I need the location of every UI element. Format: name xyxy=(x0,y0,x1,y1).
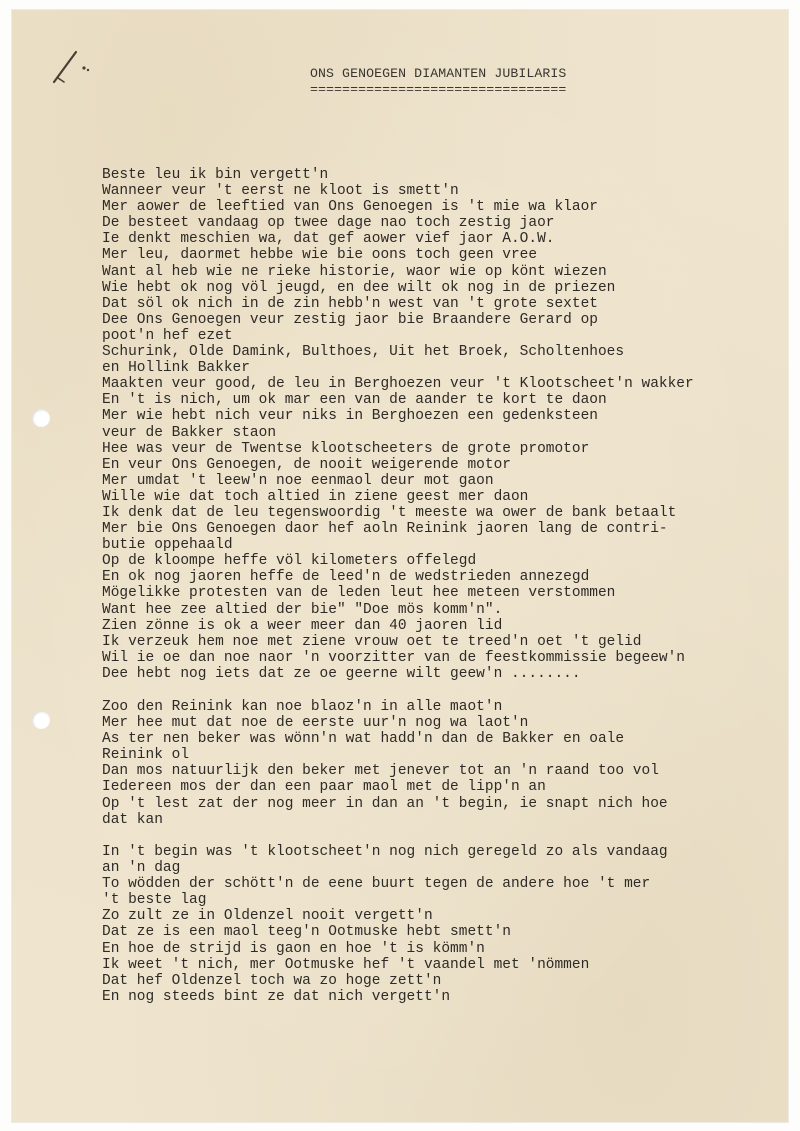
text-line: En hoe de strijd is gaon en hoe 't is kömm'n xyxy=(102,940,485,957)
text-line: In 't begin was 't klootscheet'n nog nich geregeld zo als vandaag xyxy=(102,844,668,860)
text-line: Dat ze is een maol teeg'n Ootmuske hebt smett'n xyxy=(102,924,511,941)
text-line: Ik denk dat de leu tegenswoordig 't meeste wa ower de bank betaalt xyxy=(102,504,677,521)
document-page xyxy=(12,10,788,1122)
text-line: Ik weet 't nich, mer Ootmuske hef 't vaandel met 'nömmen xyxy=(102,956,590,973)
text-line: poot'n hef ezet xyxy=(102,327,233,344)
text-line: Mer bie Ons Genoegen daor hef aoln Reinink jaoren lang de contri- xyxy=(102,521,668,538)
text-line: Mer aower de leeftied van Ons Genoegen is 't mie wa klaor xyxy=(102,199,598,216)
text-line: Want al heb wie ne rieke historie, waor wie op könt wiezen xyxy=(102,263,607,280)
text-line: Schurink, Olde Damink, Bulthoes, Uit het Broek, Scholtenhoes xyxy=(102,344,625,361)
pen-mark-icon xyxy=(50,48,94,92)
text-line: butie oppehaald xyxy=(102,537,233,554)
text-line: En ok nog jaoren heffe de leed'n de wedstrieden annezegd xyxy=(102,569,590,586)
text-line: Dat söl ok nich in de zin hebb'n west van 't grote sextet xyxy=(102,295,598,312)
text-line: Ie denkt meschien wa, dat gef aower vief jaor A.O.W. xyxy=(102,231,555,248)
text-line: Maakten veur good, de leu in Berghoezen veur 't Klootscheet'n wakker xyxy=(102,376,694,393)
text-line: Iedereen mos der dan een paar maol met de lipp'n an xyxy=(102,779,546,796)
stanza-1 xyxy=(102,167,694,682)
text-line: dat kan xyxy=(102,811,163,828)
text-line: Wil ie oe dan noe naor 'n voorzitter van de feestkommissie begeew'n xyxy=(102,649,685,666)
text-line: Zien zönne is ok a weer meer dan 40 jaoren lid xyxy=(102,617,503,634)
text-line: Mer wie hebt nich veur niks in Berghoezen een gedenksteen xyxy=(102,408,598,425)
text-line: Reinink ol xyxy=(102,747,190,764)
text-line: Op de kloompe heffe völ kilometers offelegd xyxy=(102,553,477,570)
page-title: ONS GENOEGEN DIAMANTEN JUBILARIS xyxy=(310,66,567,81)
text-line: Op 't lest zat der nog meer in dan an 't begin, ie snapt nich hoe xyxy=(102,795,668,812)
text-line: Wanneer veur 't eerst ne kloot is smett'n xyxy=(102,183,459,200)
text-line: Wille wie dat toch altied in ziene geest mer daon xyxy=(102,488,529,505)
text-line: De besteet vandaag op twee dage nao toch zestig jaor xyxy=(102,215,555,232)
punch-hole xyxy=(32,711,50,729)
text-line: Mögelikke protesten van de leden leut hee meteen verstommen xyxy=(102,585,616,602)
text-line: Dee hebt nog iets dat ze oe geerne wilt geew'n ........ xyxy=(102,665,581,682)
text-line: Mer leu, daormet hebbe wie bie oons toch geen vree xyxy=(102,247,538,264)
text-line: Hee was veur de Twentse klootscheeters de grote promotor xyxy=(102,440,590,457)
text-line: Mer umdat 't leew'n noe eenmaol deur mot gaon xyxy=(102,472,494,489)
title-underline: ================================ xyxy=(310,82,567,97)
stanza-3 xyxy=(102,844,668,1005)
text-line: Zo zult ze in Oldenzel nooit vergett'n xyxy=(102,908,433,925)
text-line: Beste leu ik bin vergett'n xyxy=(102,167,329,183)
text-line: En 't is nich, um ok mar een van de aander te kort te daon xyxy=(102,392,607,409)
text-line: Zoo den Reinink kan noe blaoz'n in alle maot'n xyxy=(102,699,503,715)
text-line: en Hollink Bakker xyxy=(102,360,250,377)
text-line: Dat hef Oldenzel toch wa zo hoge zett'n xyxy=(102,972,442,989)
punch-hole xyxy=(32,409,50,427)
text-line: 't beste lag xyxy=(102,892,207,909)
text-line: En nog steeds bint ze dat nich vergett'n xyxy=(102,988,451,1005)
text-line: Dan mos natuurlijk den beker met jenever tot an 'n raand too vol xyxy=(102,763,659,780)
text-line: Mer hee mut dat noe de eerste uur'n nog wa laot'n xyxy=(102,715,529,732)
text-line: En veur Ons Genoegen, de nooit weigerende motor xyxy=(102,456,511,473)
text-line: Want hee zee altied der bie" "Doe mös komm'n". xyxy=(102,601,503,618)
text-line: Dee Ons Genoegen veur zestig jaor bie Braandere Gerard op xyxy=(102,311,598,328)
text-line: veur de Bakker staon xyxy=(102,424,277,441)
text-line: To wödden der schött'n de eene buurt tegen de andere hoe 't mer xyxy=(102,876,651,893)
stanza-2 xyxy=(102,699,668,828)
text-line: an 'n dag xyxy=(102,860,181,877)
text-line: Ik verzeuk hem noe met ziene vrouw oet te treed'n oet 't gelid xyxy=(102,633,642,650)
text-line: As ter nen beker was wönn'n wat hadd'n dan de Bakker en oale xyxy=(102,731,625,748)
text-line: Wie hebt ok nog völ jeugd, en dee wilt ok nog in de priezen xyxy=(102,279,616,296)
